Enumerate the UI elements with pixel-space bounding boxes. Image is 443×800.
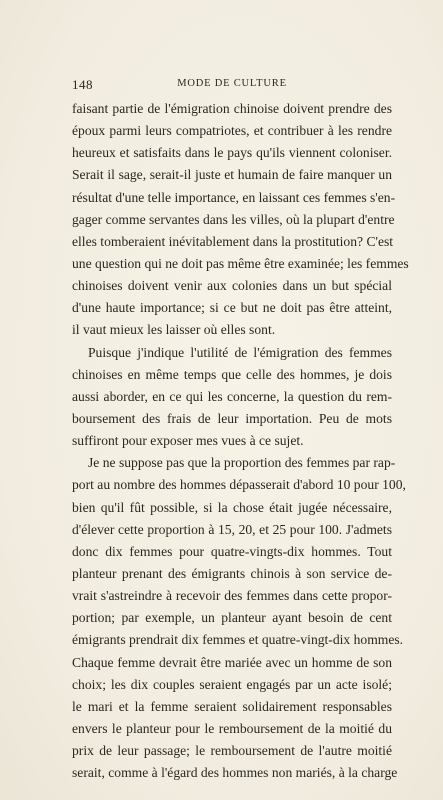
page-number: 148 (72, 77, 93, 92)
running-title: MODE DE CULTURE (177, 78, 287, 89)
page-header (72, 77, 392, 93)
text-line: port au nombre des hommes dépasserait d'abord 10 pour 100, (72, 477, 406, 493)
text-line: Chaque femme devrait être mariée avec un homme de son (72, 654, 392, 670)
text-line: heureux et satisfaits dans le pays qu'ils viennent coloniser. (72, 145, 392, 161)
text-line: boursement des frais de leur importation. Peu de mots (72, 410, 392, 426)
text-line: chinoises doivent venir aux colonies dans un but spécial (72, 278, 392, 294)
text-line: époux parmi leurs compatriotes, et contribuer à les rendre (72, 123, 392, 139)
text-line: donc dix femmes pour quatre-vingts-dix hommes. Tout (72, 543, 392, 559)
text-line: planteur prenant des émigrants chinois à son service de- (72, 565, 392, 581)
text-line: Serait il sage, serait-il juste et humain de faire manquer un (72, 167, 392, 183)
text-line: une question qui ne doit pas même être examinée; les femmes (72, 255, 409, 271)
text-line: résultat d'une telle importance, en laissant ces femmes s'en- (72, 189, 396, 205)
text-line: gager comme servantes dans les villes, où la plupart d'entre (72, 211, 395, 227)
text-line: choix; les dix couples seraient engagés par un acte isolé; (72, 676, 392, 692)
text-line: prix de leur passage; le remboursement de l'autre moitié (72, 743, 392, 759)
text-line: vrait s'astreindre à recevoir des femmes dans cette propor- (72, 588, 392, 604)
text-line: elles tomberaient inévitablement dans la prostitution? C'est (72, 233, 394, 249)
text-line: aussi aborder, en ce qui les concerne, la question du rem- (72, 388, 392, 404)
text-line: bien qu'il fût possible, si la chose était jugée nécessaire, (72, 499, 392, 515)
text-line: serait, comme à l'égard des hommes non mariés, à la charge (72, 765, 398, 781)
text-line: suffiront pour exposer mes vues à ce sujet. (72, 433, 304, 449)
text-line: émigrants prendrait dix femmes et quatre-vingt-dix hommes. (72, 632, 404, 648)
text-line: Je ne suppose pas que la proportion des femmes par rap- (88, 455, 396, 471)
text-line: il vaut mieux les laisser où elles sont. (72, 322, 276, 338)
text-line: le mari et la femme seraient solidairement responsables (72, 698, 392, 714)
text-line: portion; par exemple, un planteur ayant besoin de cent (72, 610, 392, 626)
text-line: faisant partie de l'émigration chinoise doivent prendre des (72, 101, 392, 116)
text-line: chinoises en même temps que celle des hommes, je dois (72, 366, 392, 382)
text-line: d'élever cette proportion à 15, 20, et 25 pour 100. J'admets (72, 521, 392, 537)
text-line: d'une haute importance; si ce but ne doit pas être atteint, (72, 300, 392, 316)
text-line: envers le planteur pour le remboursement de la moitié du (72, 720, 392, 736)
text-line: Puisque j'indique l'utilité de l'émigration des femmes (88, 344, 392, 360)
body-text (72, 98, 409, 784)
